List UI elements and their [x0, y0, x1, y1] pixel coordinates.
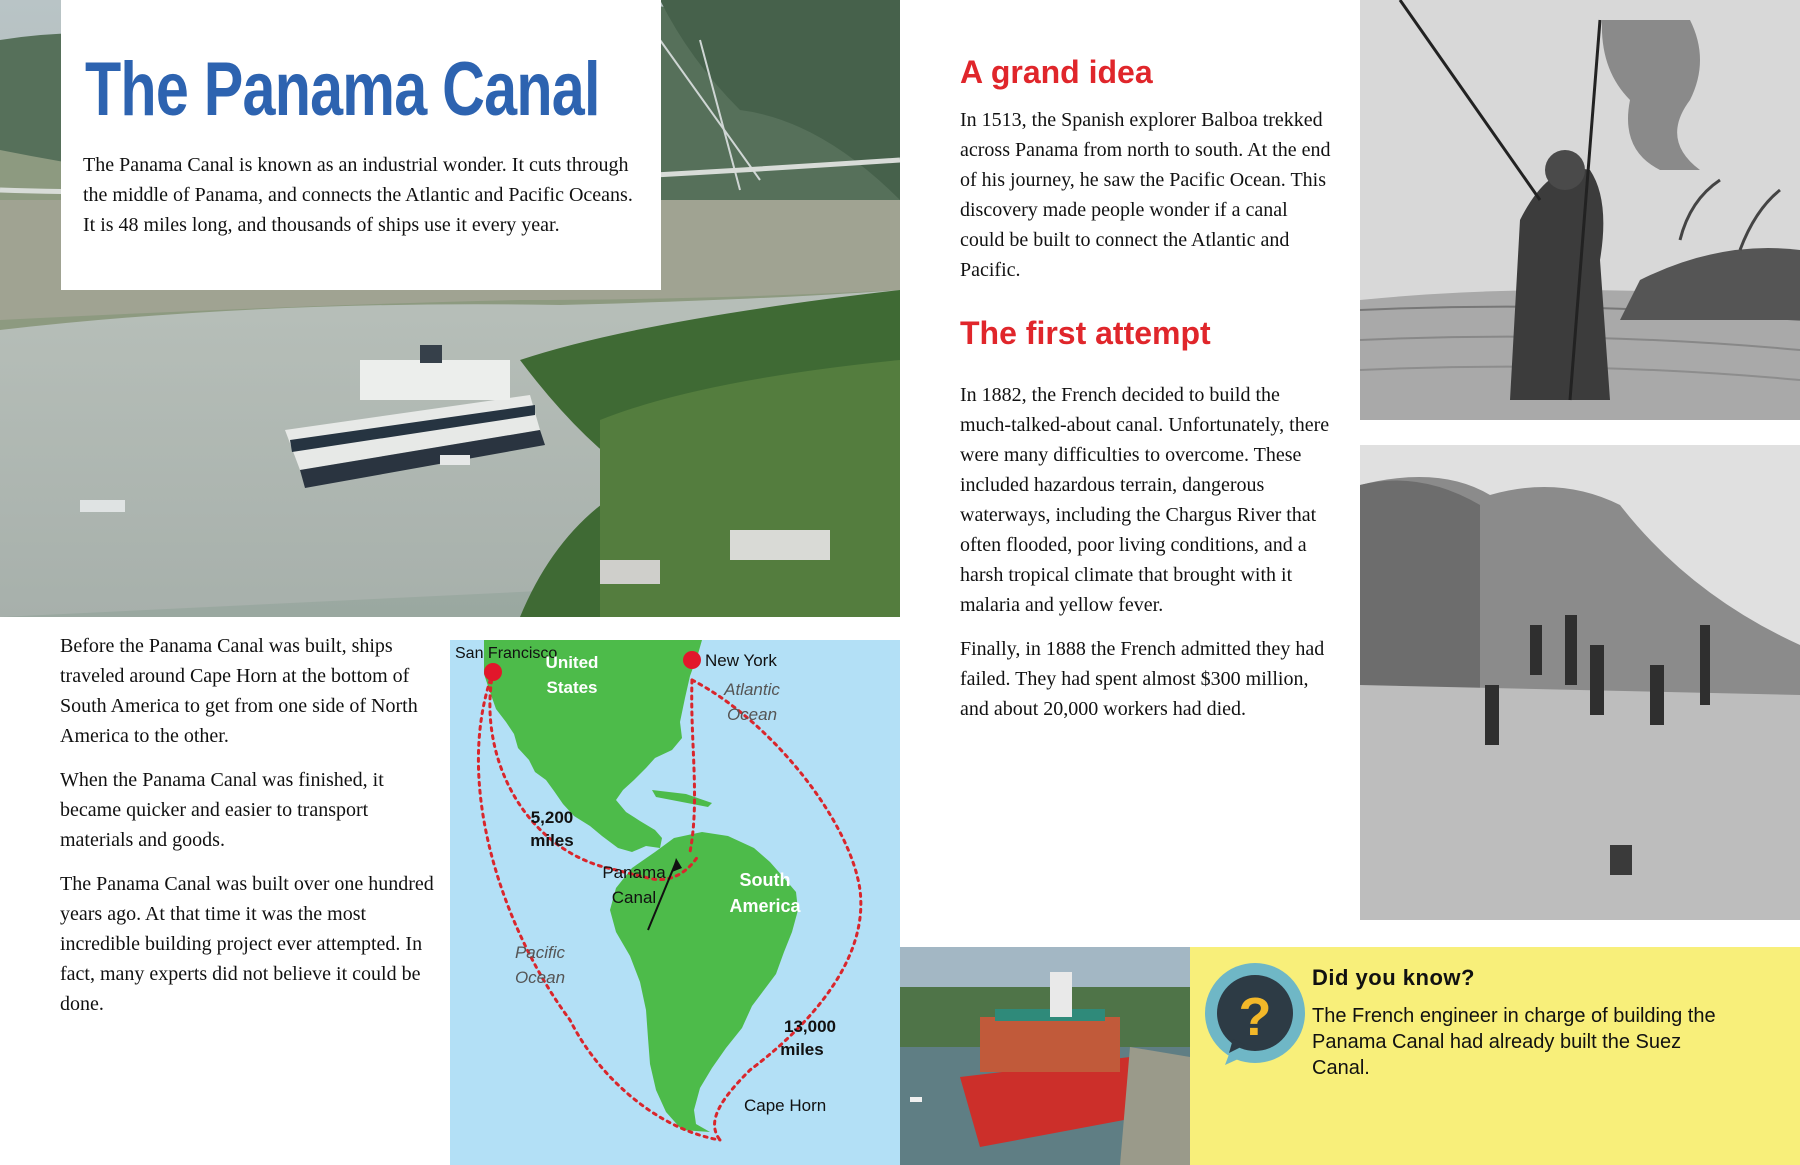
paragraph: The Panama Canal was built over one hundred years ago. At that time it was the most incredible building project ever attempted. In fact, many experts did not believe it could be done. — [60, 873, 434, 1015]
label-south: South — [739, 870, 791, 890]
san-francisco-marker — [484, 663, 502, 681]
heading-first-attempt: The first attempt — [960, 315, 1211, 351]
route-map — [450, 640, 900, 1165]
label-canal: Canal — [611, 888, 657, 907]
label-america: America — [729, 896, 801, 916]
label-long-distance: 13,000 — [784, 1017, 836, 1036]
did-you-know-box — [1190, 947, 1800, 1165]
label-atlantic: Atlantic — [724, 680, 780, 699]
new-york-marker — [683, 651, 701, 669]
left-column-text — [60, 631, 440, 1033]
container-ship-photo — [900, 947, 1190, 1165]
label-pacific-ocean: Ocean — [514, 968, 566, 987]
balboa-engraving — [1360, 0, 1800, 420]
paragraph: In 1882, the French decided to build the much-talked-about canal. Unfortunately, there were many difficulties to overcome. These included hazardous terrain, dangerous waterways, including the Chargus River that often flooded, poor living conditions, and a harsh tropical climate that brought with it malaria and yellow fever. — [960, 384, 1330, 616]
label-new-york: New York — [705, 651, 777, 670]
label-short-distance: 5,200 — [530, 808, 574, 827]
label-united: United — [545, 653, 599, 672]
question-icon — [1203, 961, 1307, 1069]
french-workers-photo — [1360, 445, 1800, 920]
label-pacific: Pacific — [514, 943, 566, 962]
label-short-miles: miles — [530, 831, 574, 850]
title-panel — [61, 0, 661, 290]
label-panama: Panama — [602, 863, 666, 882]
intro-paragraph: The Panama Canal is known as an industrial wonder. It cuts through the middle of Panama, and connects the Atlantic and Pacific Oceans. It is 48 miles long, and thousands of ships use it every year. — [83, 154, 633, 236]
first-attempt-text — [960, 380, 1335, 738]
heading-grand-idea: A grand idea — [960, 54, 1153, 90]
label-cape-horn: Cape Horn — [744, 1096, 827, 1115]
svg-text:?: ? — [1238, 987, 1272, 1047]
did-you-know-title: Did you know? — [1312, 965, 1475, 990]
did-you-know-text: The French engineer in charge of building the Panama Canal had already built the Suez Canal. — [1312, 1005, 1716, 1079]
paragraph: When the Panama Canal was finished, it became quicker and easier to transport materials and goods. — [60, 769, 384, 851]
page-title: The Panama Canal — [85, 47, 600, 132]
label-atlantic-ocean: Ocean — [726, 705, 778, 724]
label-states: States — [546, 678, 598, 697]
label-san-francisco: San Francisco — [455, 645, 558, 662]
paragraph: Before the Panama Canal was built, ships traveled around Cape Horn at the bottom of South America to get from one side of North America to the other. — [60, 635, 418, 747]
grand-idea-paragraph: In 1513, the Spanish explorer Balboa trekked across Panama from north to south. At the end of his journey, he saw the Pacific Ocean. This discovery made people wonder if a canal could be built to connect the Atlantic and Pacific. — [960, 109, 1331, 281]
paragraph: Finally, in 1888 the French admitted they had failed. They had spent almost $300 million, and about 20,000 workers had died. — [960, 638, 1325, 720]
label-long-miles: miles — [780, 1040, 824, 1059]
